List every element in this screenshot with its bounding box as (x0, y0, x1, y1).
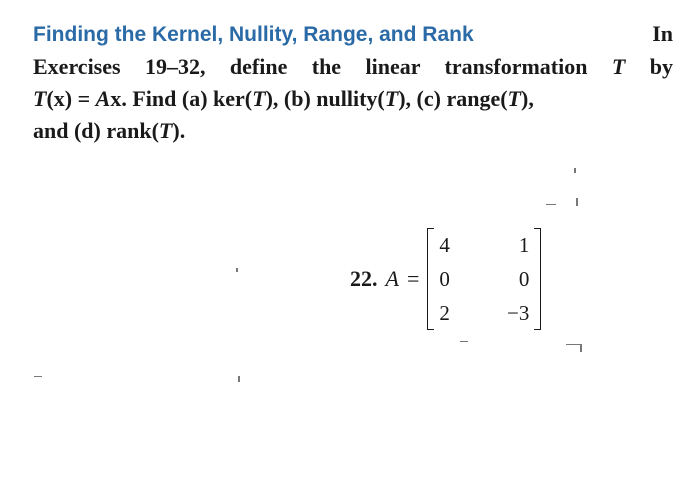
problem-line-1 (33, 18, 673, 51)
right-bracket (534, 228, 541, 330)
matrix-cells (435, 228, 535, 330)
scan-artifact (236, 268, 238, 272)
matrix-entry: 0 (518, 266, 530, 291)
matrix-variable: A (385, 266, 399, 291)
transformation-symbol: T (158, 118, 173, 143)
transformation-symbol: T (384, 86, 399, 111)
scan-artifact (238, 376, 240, 382)
text-segment: (x) = (46, 86, 96, 111)
left-bracket (427, 228, 434, 330)
problem-line-3 (33, 83, 673, 115)
scan-artifact (580, 344, 582, 352)
scan-artifact (574, 168, 576, 173)
matrix-entry: 0 (439, 266, 450, 291)
problem-line-4 (33, 115, 673, 147)
text-segment: x. Find (a) ker( (110, 86, 253, 111)
exercise-22 (350, 228, 543, 330)
matrix-entry: 1 (518, 232, 530, 257)
text-segment: and (d) rank( (33, 118, 159, 143)
problem-line-2 (33, 51, 673, 83)
text-segment: ), (c) range( (398, 86, 508, 111)
matrix-entry: −3 (507, 300, 530, 325)
matrix-entry: 4 (439, 232, 450, 257)
matrix-symbol: A (95, 86, 111, 111)
text-segment: Exercises 19–32, define the linear transformation (33, 54, 612, 79)
text-segment: ), (521, 86, 534, 111)
transformation-symbol: T (507, 86, 521, 111)
text-segment: by (625, 54, 673, 79)
text-segment: ). (172, 118, 186, 143)
equals-sign: = (406, 266, 420, 291)
matrix-a (425, 228, 543, 330)
transformation-symbol: T (611, 54, 626, 79)
transformation-symbol: T (252, 86, 266, 111)
scan-artifact (546, 204, 556, 205)
scan-artifact (460, 341, 468, 342)
scan-artifact (576, 198, 578, 206)
problem-heading: Finding the Kernel, Nullity, Range, and Rank (33, 23, 474, 46)
exercise-number: 22. (350, 266, 378, 291)
text-segment: ), (b) nullity( (265, 86, 385, 111)
matrix-entry: 2 (439, 300, 450, 325)
problem-statement (33, 18, 673, 147)
scan-artifact (34, 376, 42, 377)
transformation-symbol: T (33, 86, 47, 111)
problem-line-1-tail: In (652, 21, 673, 46)
